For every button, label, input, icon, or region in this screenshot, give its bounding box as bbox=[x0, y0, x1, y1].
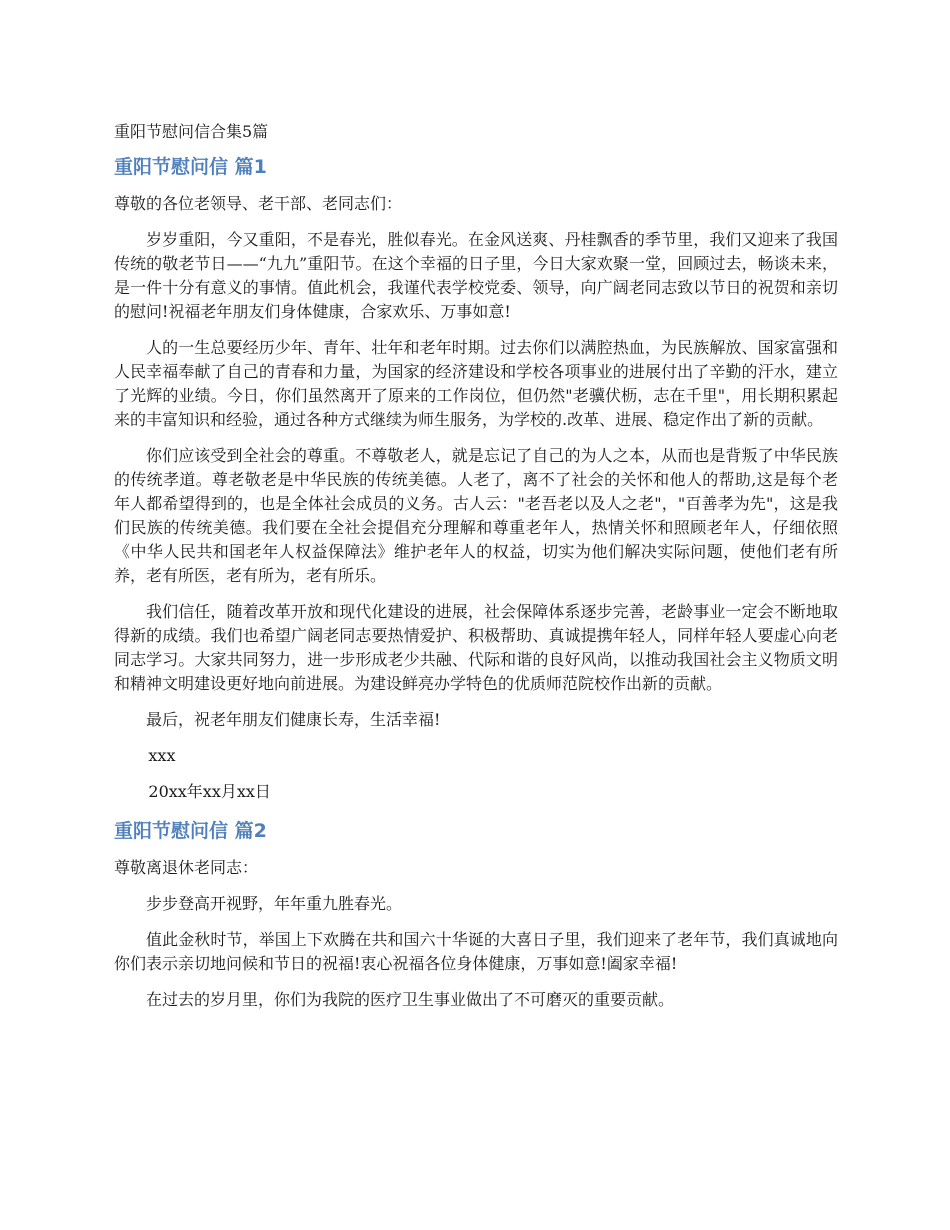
paragraph: 在过去的岁月里，你们为我院的医疗卫生事业做出了不可磨灭的重要贡献。 bbox=[146, 990, 675, 1009]
letter-date: 20xx年xx月xx日 bbox=[148, 782, 271, 801]
paragraph: 人的一生总要经历少年、青年、壮年和老年时期。过去你们以满腔热血，为民族解放、国家富强和人民幸福奉献了自己的青春和力量，为国家的经济建设和学校各项事业的进展付出了辛勤的汗水，建立了光辉的业绩。今日，你们虽然离开了原来的工作岗位，但仍然"老骥伏枥，志在千里"，用长期积累起来的丰富知识和经验，通过各种方式继续为师生服务，为学校的.改革、进展、稳定作出了新的贡献。 bbox=[114, 338, 838, 429]
paragraph: 步步登高开视野，年年重九胜春光。 bbox=[146, 894, 403, 913]
paragraph: 你们应该受到全社会的尊重。不尊敬老人，就是忘记了自己的为人之本，从而也是背叛了中华民族的传统孝道。尊老敬老是中华民族的传统美德。人老了，离不了社会的关怀和他人的帮助,这是每个老年人都希望得到的，也是全体社会成员的义务。古人云："老吾老以及人之老"，"百善孝为先"，这是我们民族的传统美德。我们要在全社会提倡充分理解和尊重老年人，热情关怀和照顾老年人，仔细依照《中华人民共和国老年人权益保障法》维护老年人的权益，切实为他们解决实际问题，使他们老有所养，老有所医，老有所为，老有所乐。 bbox=[114, 446, 838, 585]
signature: xxx bbox=[148, 746, 176, 765]
document-page bbox=[114, 120, 838, 1024]
section-heading-1: 重阳节慰问信 篇1 bbox=[114, 156, 267, 178]
document-title: 重阳节慰问信合集5篇 bbox=[114, 122, 269, 141]
paragraph: 岁岁重阳，今又重阳，不是春光，胜似春光。在金风送爽、丹桂飘香的季节里，我们又迎来了我国传统的敬老节日——“九九”重阳节。在这个幸福的日子里，今日大家欢聚一堂，回顾过去，畅谈未来，是一件十分有意义的事情。值此机会，我谨代表学校党委、领导，向广阔老同志致以节日的祝贺和亲切的慰问!祝福老年朋友们身体健康，合家欢乐、万事如意! bbox=[114, 230, 838, 321]
salutation-2: 尊敬离退休老同志： bbox=[114, 858, 259, 877]
paragraph: 最后，祝老年朋友们健康长寿，生活幸福! bbox=[146, 710, 441, 729]
section-heading-2: 重阳节慰问信 篇2 bbox=[114, 820, 267, 842]
salutation-1: 尊敬的各位老领导、老干部、老同志们： bbox=[114, 194, 403, 213]
paragraph: 值此金秋时节，举国上下欢腾在共和国六十华诞的大喜日子里，我们迎来了老年节，我们真诚地向你们表示亲切地问候和节日的祝福!衷心祝福各位身体健康，万事如意!阖家幸福! bbox=[114, 930, 838, 973]
paragraph: 我们信任，随着改革开放和现代化建设的进展，社会保障体系逐步完善，老龄事业一定会不断地取得新的成绩。我们也希望广阔老同志要热情爱护、积极帮助、真诚提携年轻人，同样年轻人要虚心向老同志学习。大家共同努力，进一步形成老少共融、代际和谐的良好风尚，以推动我国社会主义物质文明和精神文明建设更好地向前进展。为建设鲜亮办学特色的优质师范院校作出新的贡献。 bbox=[114, 602, 838, 693]
